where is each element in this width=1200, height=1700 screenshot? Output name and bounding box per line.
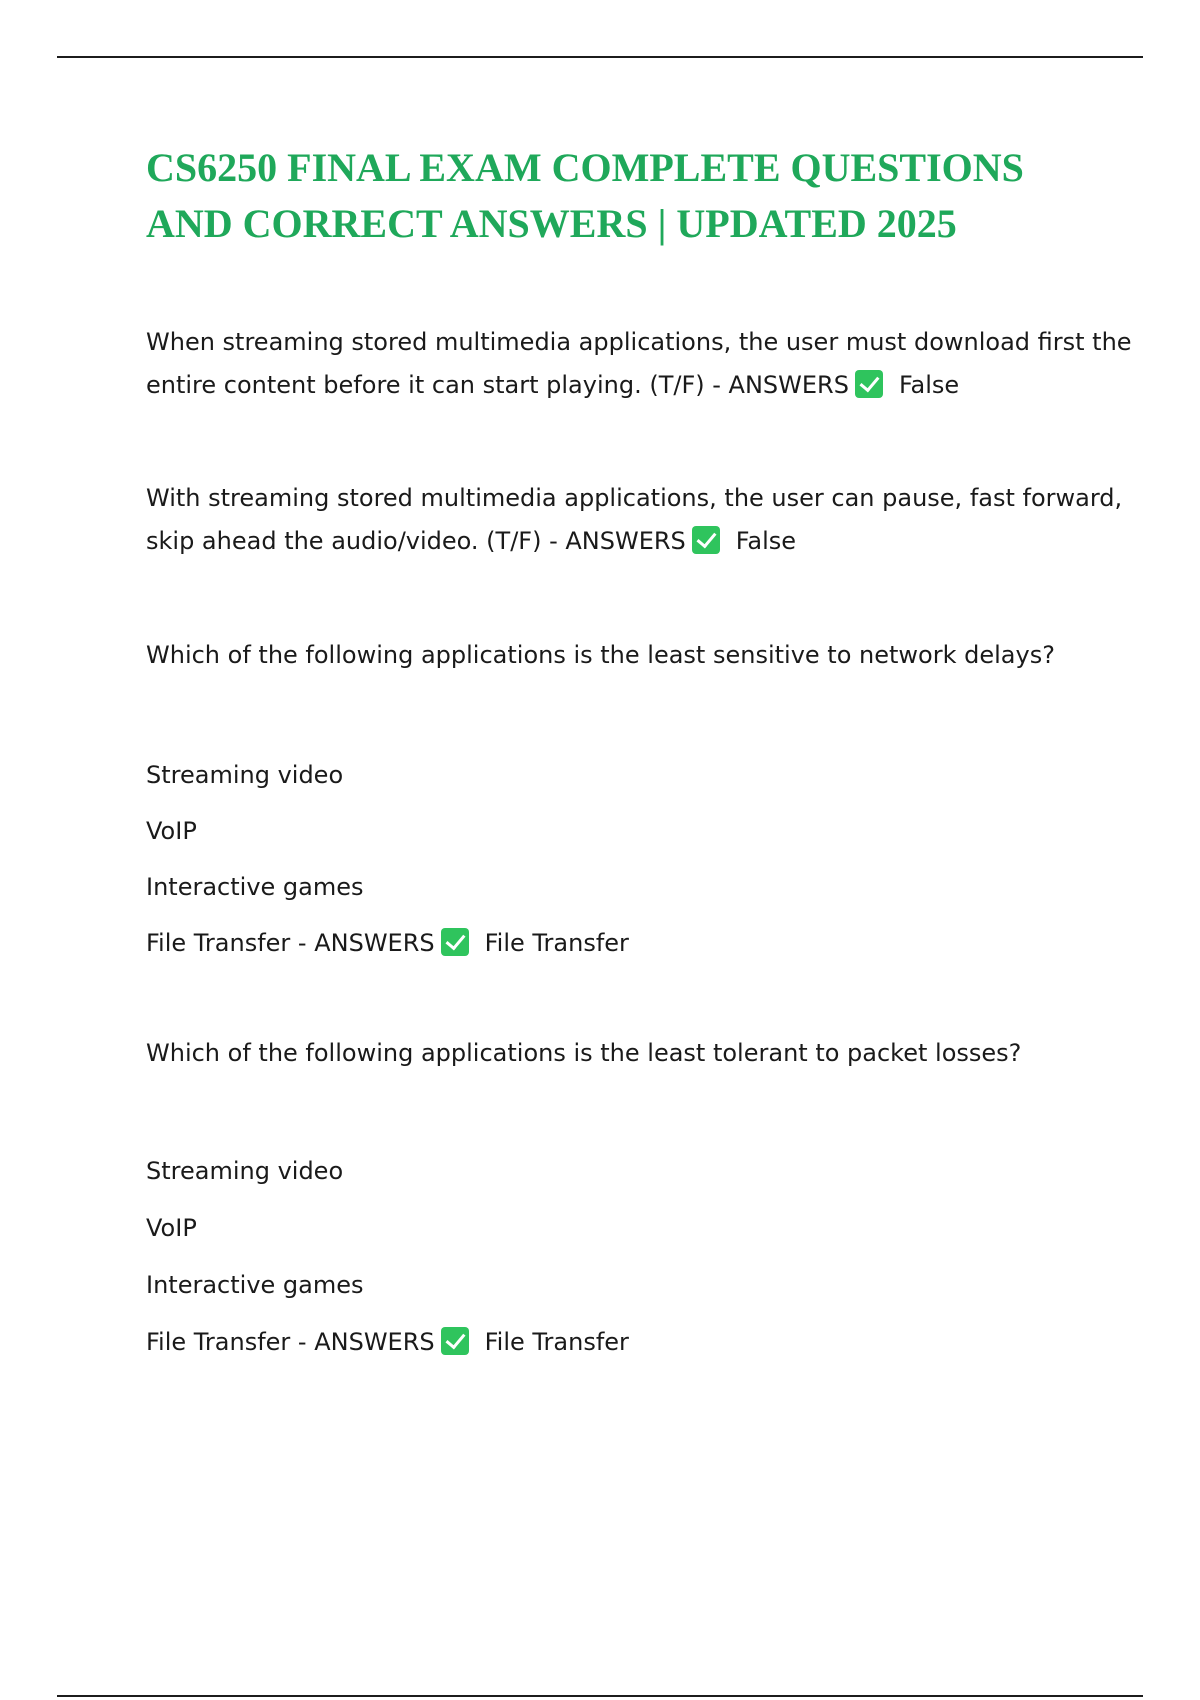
question-4-text: Which of the following applications is the least tolerant to packet losses? (146, 1039, 1022, 1067)
question-1 (146, 321, 1132, 407)
option-item: Interactive games (146, 1271, 364, 1299)
document-title (146, 140, 1146, 252)
check-icon (692, 526, 720, 554)
check-icon (441, 928, 469, 956)
question-3 (146, 634, 1106, 677)
question-2-line-2 (146, 520, 1106, 563)
check-icon (855, 370, 883, 398)
question-1-line-1: When streaming stored multimedia applications, the user must download first the (146, 328, 1132, 356)
question-4-answer: File Transfer (484, 1328, 629, 1356)
option-item: VoIP (146, 1214, 197, 1242)
answer-prefix: File Transfer - ANSWERS (146, 929, 435, 957)
question-3-text: Which of the following applications is the least sensitive to network delays? (146, 641, 1055, 669)
question-4-answer-line (146, 1314, 1106, 1371)
option-item: Streaming video (146, 1157, 344, 1185)
option-item: VoIP (146, 817, 197, 845)
question-2-answer: False (735, 527, 797, 555)
question-3-answer-line (146, 915, 1106, 971)
question-3-options (146, 747, 1106, 971)
title-line-2: AND CORRECT ANSWERS | UPDATED 2025 (146, 201, 957, 246)
question-2 (146, 477, 1123, 563)
question-1-text: entire content before it can start playing. (T/F) - ANSWERS (146, 371, 849, 399)
question-4 (146, 1032, 1106, 1075)
question-3-answer: File Transfer (484, 929, 629, 957)
footer-rule (57, 1695, 1143, 1697)
question-4-options (146, 1143, 1106, 1371)
answer-prefix: File Transfer - ANSWERS (146, 1328, 435, 1356)
question-1-answer: False (898, 371, 960, 399)
header-rule (57, 56, 1143, 58)
question-2-text: skip ahead the audio/video. (T/F) - ANSWERS (146, 527, 686, 555)
title-line-1: CS6250 FINAL EXAM COMPLETE QUESTIONS (146, 145, 1024, 190)
option-item: Interactive games (146, 873, 364, 901)
question-1-line-2 (146, 364, 1106, 407)
option-item: Streaming video (146, 761, 344, 789)
check-icon (441, 1327, 469, 1355)
question-2-line-1: With streaming stored multimedia applications, the user can pause, fast forward, (146, 484, 1123, 512)
